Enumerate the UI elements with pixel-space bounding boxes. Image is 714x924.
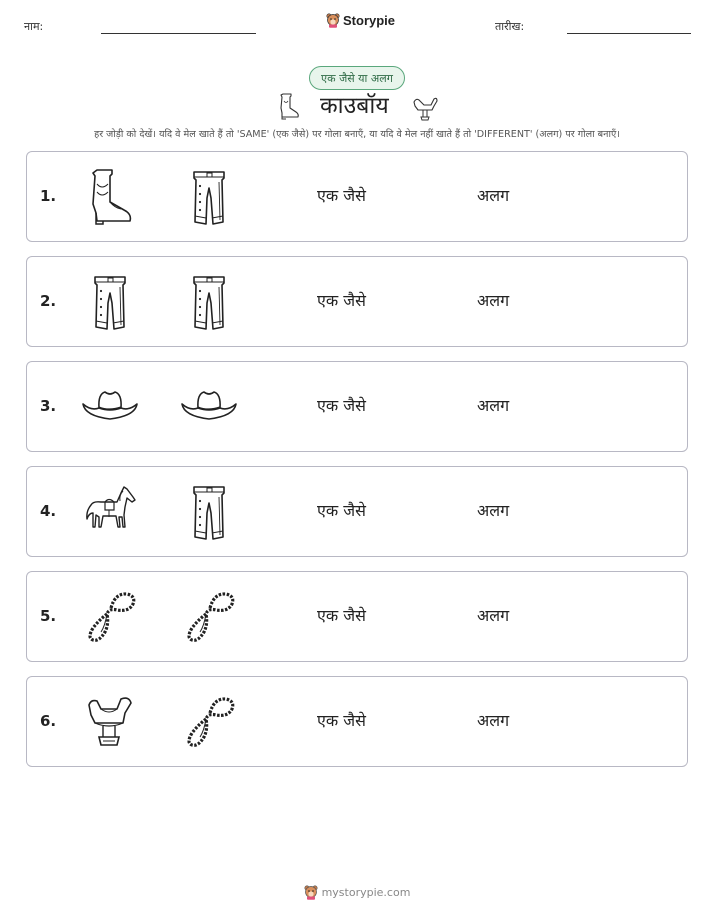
pair-row-5 (26, 571, 688, 662)
pair-row-3 (26, 361, 688, 452)
same-option[interactable]: एक जैसे (317, 186, 366, 205)
worksheet-type-badge: एक जैसे या अलग (309, 66, 405, 90)
different-option[interactable]: अलग (477, 501, 510, 520)
different-option[interactable]: अलग (477, 291, 510, 310)
pair-row-4 (26, 466, 688, 557)
different-option[interactable]: अलग (477, 711, 510, 730)
row-number: 2. (40, 292, 57, 310)
row-number: 4. (40, 502, 57, 520)
cowboy-hat-icon (81, 378, 139, 436)
same-option[interactable]: एक जैसे (317, 501, 366, 520)
different-option[interactable]: अलग (477, 396, 510, 415)
date-field-line[interactable] (567, 33, 691, 34)
row-number: 6. (40, 712, 57, 730)
footer-url[interactable]: mystorypie.com (321, 886, 411, 899)
same-option[interactable]: एक जैसे (317, 396, 366, 415)
row-number: 5. (40, 607, 57, 625)
saddle-icon (81, 693, 139, 751)
lasso-icon (180, 588, 238, 646)
name-label: नाम: (24, 20, 44, 33)
chaps-icon (180, 483, 238, 541)
pair-row-1 (26, 151, 688, 242)
chaps-icon (81, 273, 139, 331)
boot-icon (81, 168, 139, 226)
lasso-icon (81, 588, 139, 646)
same-option[interactable]: एक जैसे (317, 606, 366, 625)
page-title: काउबॉय (320, 93, 389, 119)
saddle-icon (410, 92, 440, 122)
instructions-text: हर जोड़ी को देखें। यदि वे मेल खाते हैं तो 'SAME' (एक जैसे) पर गोला बनाएँ, या यदि वे मेल नहीं खाते हैं तो 'DIFFERENT' (अलग) पर गोला बनाएँ। (94, 129, 620, 140)
date-label: तारीख: (495, 20, 525, 33)
chaps-icon (180, 168, 238, 226)
cowboy-hat-icon (180, 378, 238, 436)
brand-logo (326, 13, 395, 28)
different-option[interactable]: अलग (477, 186, 510, 205)
chaps-icon (180, 273, 238, 331)
horse-icon (81, 483, 139, 541)
bear-logo-icon (326, 13, 340, 28)
row-number: 3. (40, 397, 57, 415)
bear-logo-icon (304, 885, 318, 900)
same-option[interactable]: एक जैसे (317, 711, 366, 730)
boot-icon (276, 92, 300, 120)
brand-name: Storypie (343, 13, 396, 28)
footer (0, 885, 714, 900)
same-option[interactable]: एक जैसे (317, 291, 366, 310)
name-field-line[interactable] (101, 33, 256, 34)
different-option[interactable]: अलग (477, 606, 510, 625)
pair-row-2 (26, 256, 688, 347)
row-number: 1. (40, 187, 57, 205)
lasso-icon (180, 693, 238, 751)
pair-row-6 (26, 676, 688, 767)
